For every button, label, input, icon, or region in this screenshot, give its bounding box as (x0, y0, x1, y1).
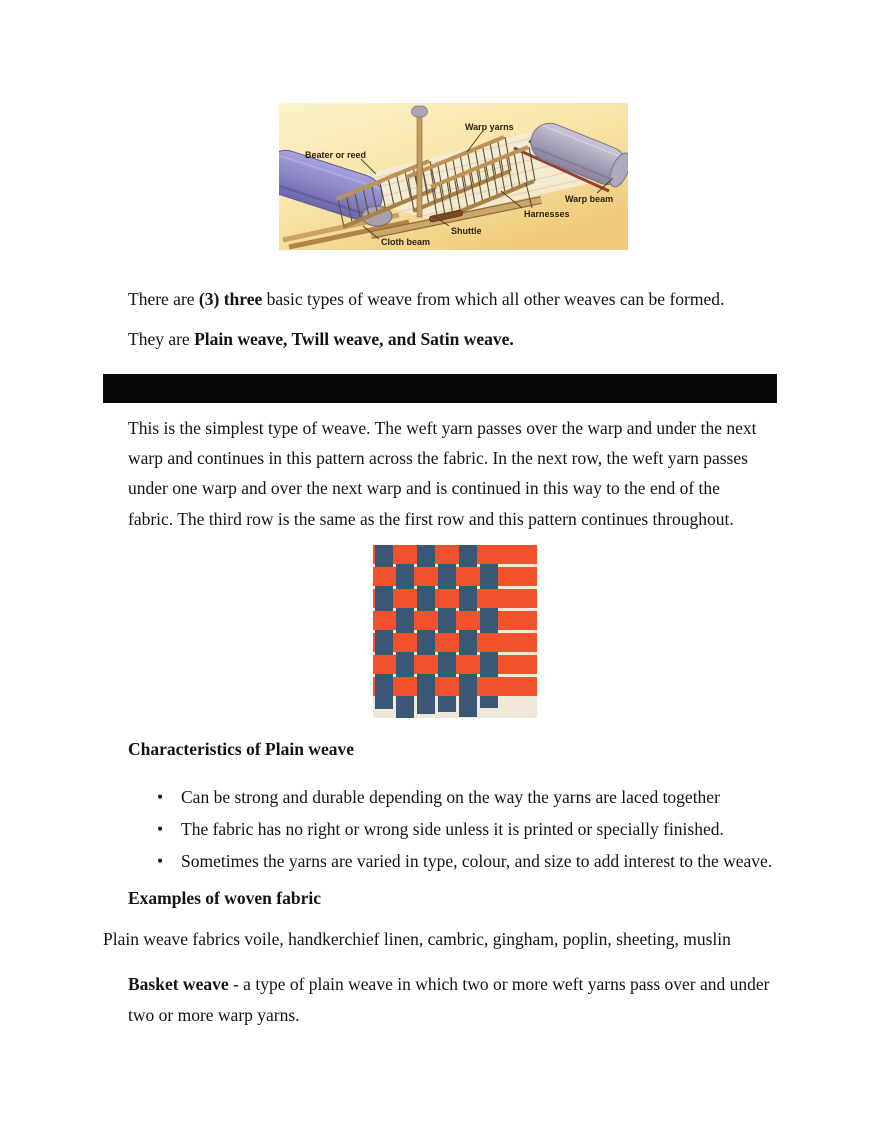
basket-weave-term: Basket weave (128, 974, 229, 994)
characteristics-heading: Characteristics of Plain weave (128, 739, 354, 759)
loom-label-cloth-beam: Cloth beam (381, 237, 431, 247)
basket-weave-definition: - a type of plain weave in which two or more weft yarns pass over and under two or more warp yarns. (128, 974, 770, 1025)
basket-weave-paragraph (128, 969, 770, 1030)
examples-line: Plain weave fabrics voile, handkerchief linen, cambric, gingham, poplin, sheeting, muslin (103, 929, 731, 949)
characteristics-item (128, 781, 818, 813)
characteristics-item (128, 845, 818, 877)
plain-weave-sample-figure (373, 545, 537, 718)
examples-heading: Examples of woven fabric (128, 888, 321, 908)
intro-text-2: basic types of weave from which all other weaves can be formed. They are (128, 289, 725, 349)
characteristics-list (128, 781, 818, 877)
plain-weave-sample-image (373, 545, 537, 718)
loom-label-warp-beam: Warp beam (565, 194, 614, 204)
post-cap (412, 106, 428, 117)
bullet-text: • The fabric has no right or wrong side unless it is printed or specially finished. (181, 819, 724, 839)
loom-post (417, 113, 422, 217)
loom-label-warp-yarns: Warp yarns (465, 122, 514, 132)
intro-bold-count: (3) three (198, 289, 263, 309)
characteristics-item (128, 813, 818, 845)
bullet-text: • Can be strong and durable depending on the way the yarns are laced together (181, 787, 720, 807)
loom-diagram-image (279, 103, 628, 250)
loom-label-beater: Beater or reed (305, 150, 367, 160)
loom-diagram-figure (279, 103, 628, 250)
loom-label-shuttle: Shuttle (451, 226, 482, 236)
intro-paragraph (128, 279, 764, 359)
bullet-text: • Sometimes the yarns are varied in type, colour, and size to add interest to the weave. (181, 851, 773, 871)
redacted-heading-bar (103, 374, 777, 403)
intro-bold-weave-types: Plain weave, Twill weave, and Satin weave. (194, 329, 514, 349)
loom-label-harnesses: Harnesses (524, 209, 570, 219)
intro-text-1: There are (128, 289, 199, 309)
plain-weave-paragraph: This is the simplest type of weave. The weft yarn passes over the warp and under the next warp and continues in this pattern across the fabric. In the next row, the weft yarn passes under one warp and over the next warp and is continued in this way to the end of the fabric. The third row is the same as the first row and this pattern continues throughout. (128, 418, 757, 529)
